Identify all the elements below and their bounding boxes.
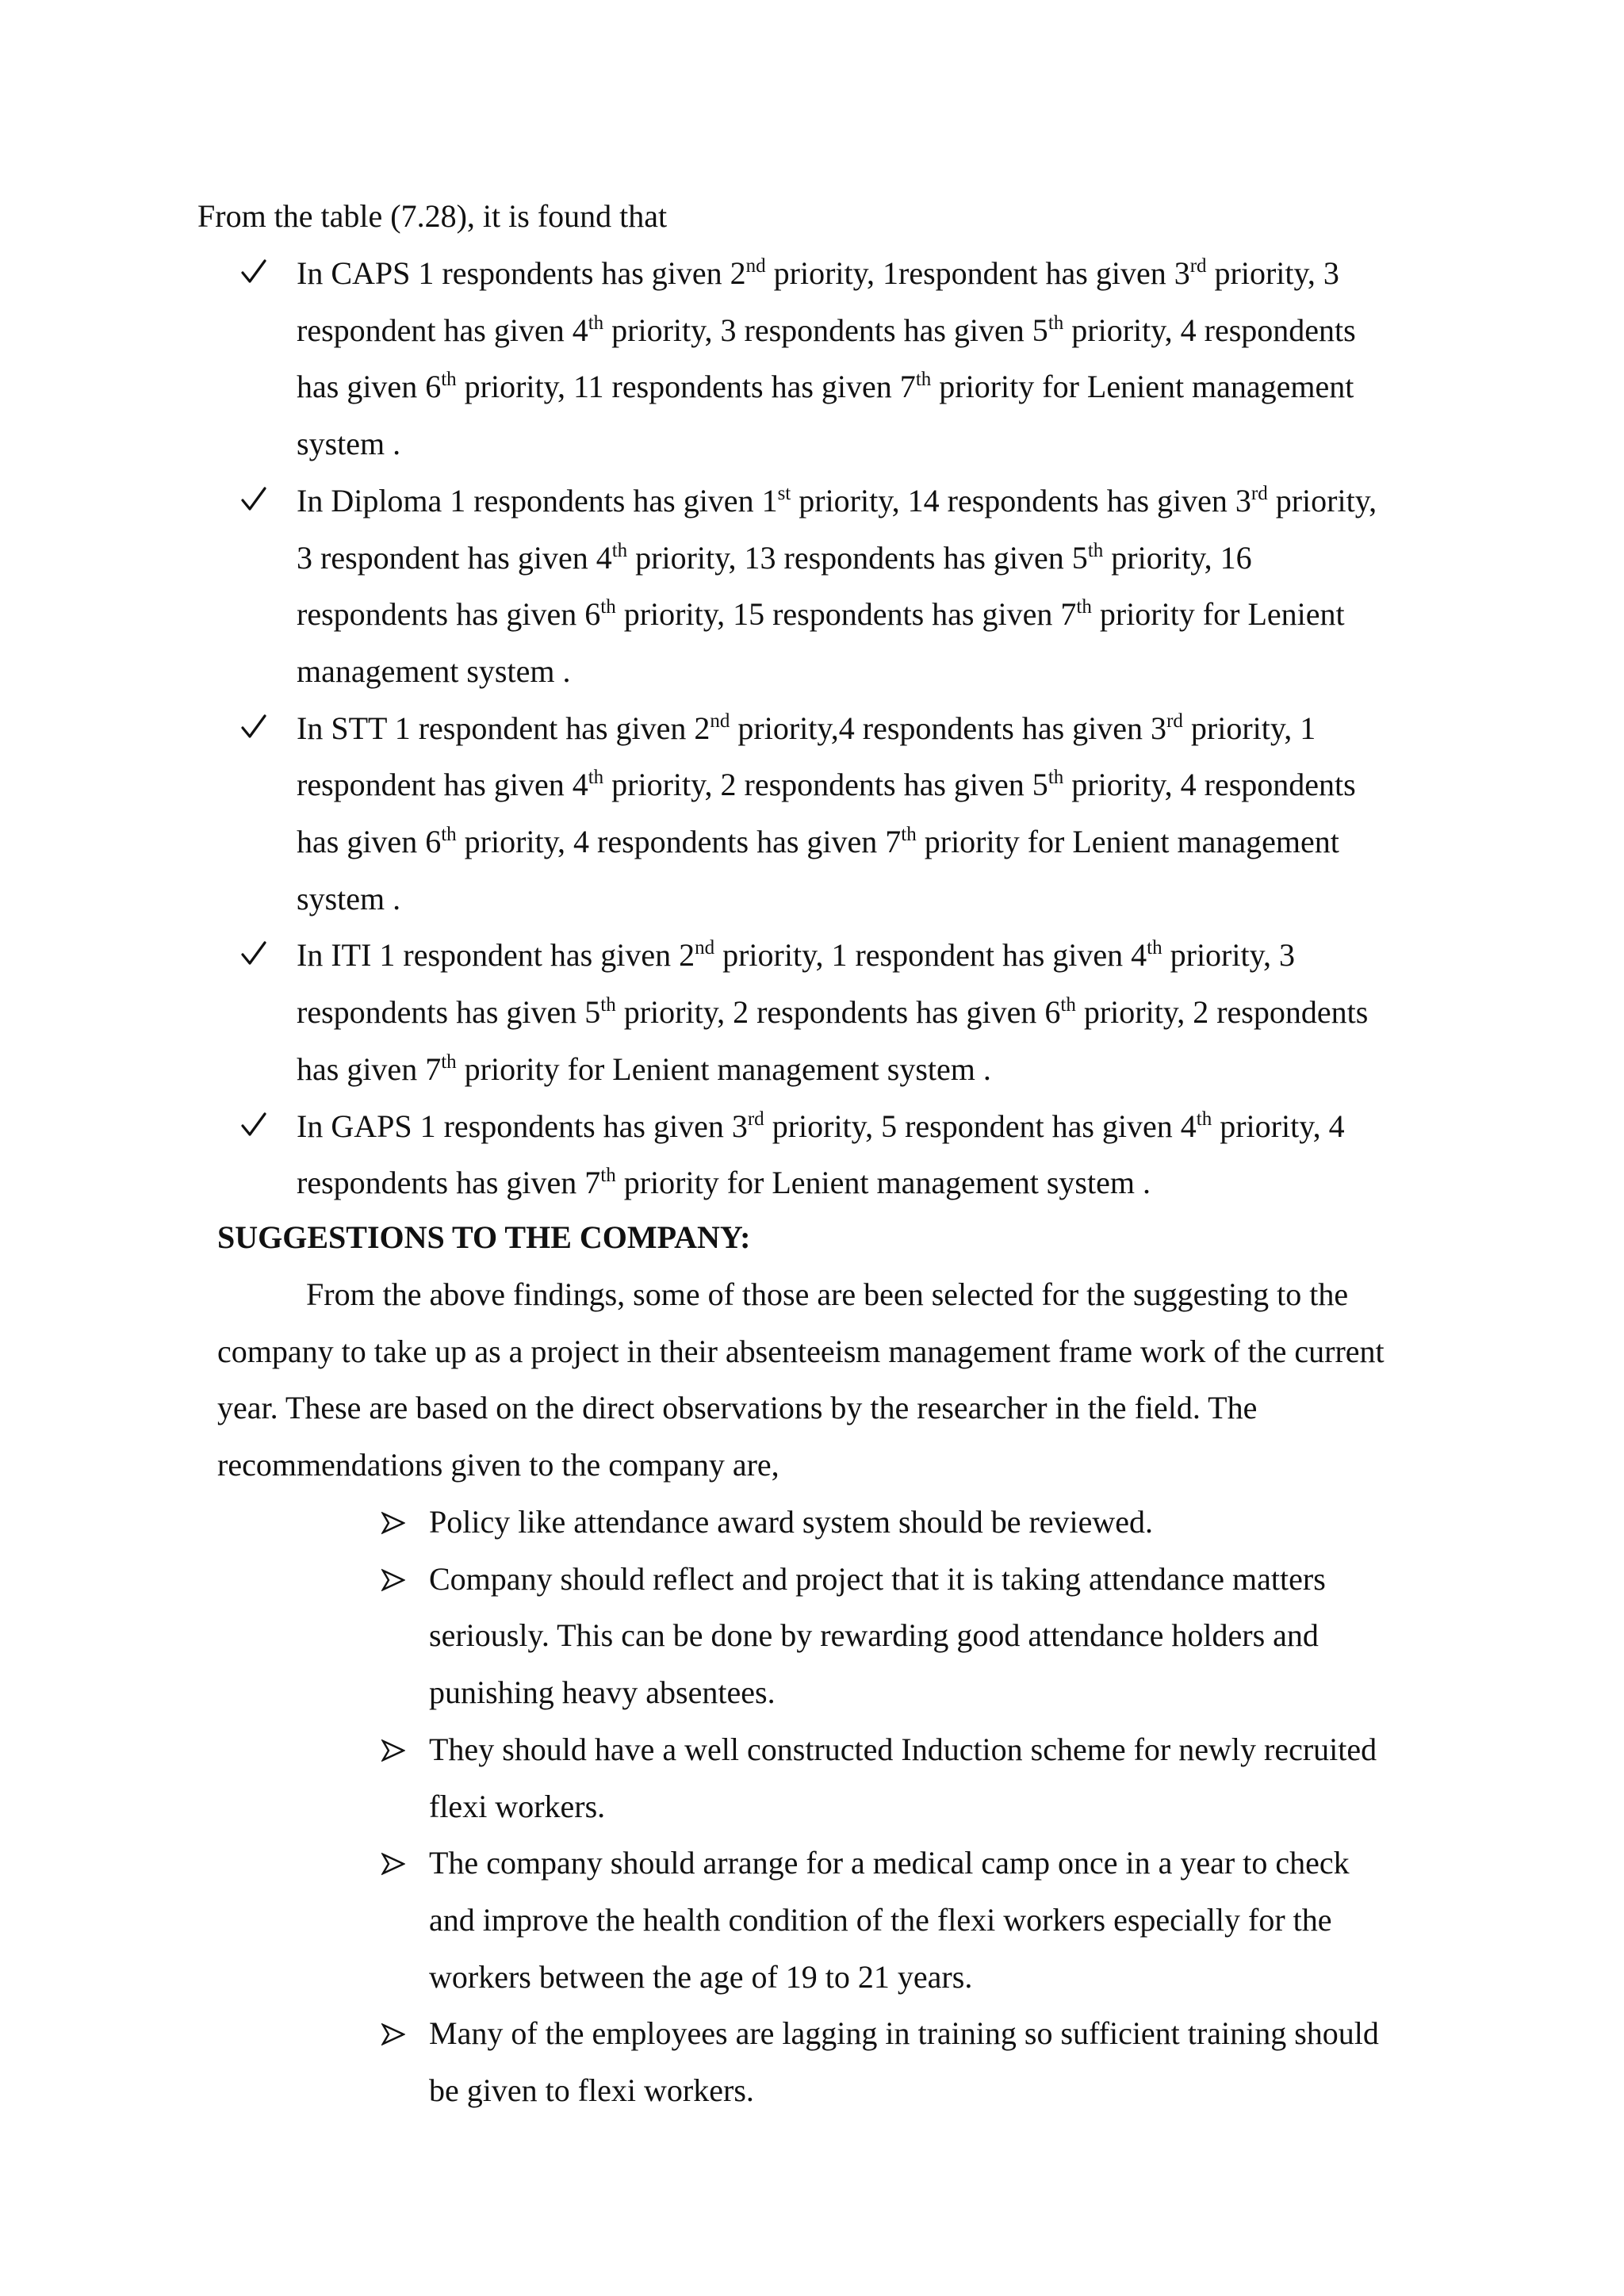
text-run: respondents has given 6 [297,596,601,633]
text-run: priority, 15 respondents has given 7 [615,596,1077,633]
text-run: priority, 4 respondents [1063,767,1356,803]
recommendation-line: and improve the health condition of the flexi workers especially for the [429,1901,1332,1938]
text-run: respondents has given 7 [297,1165,601,1201]
finding-line [297,652,571,689]
ordinal-suffix: rd [1251,482,1268,504]
recommendation-line: workers between the age of 19 to 21 years. [429,1958,973,1995]
ordinal-suffix: th [1048,767,1064,789]
checkmark-icon [240,1112,267,1138]
text-run: In CAPS 1 respondents has given 2 [297,255,746,291]
text-run: priority, 13 respondents has given 5 [627,539,1088,576]
text-run: priority, 2 respondents has given 6 [615,994,1061,1031]
ordinal-suffix: th [1147,937,1162,959]
finding-line [297,255,1339,291]
ordinal-suffix: st [777,482,791,504]
finding-line [297,428,400,460]
recommendation-line: The company should arrange for a medical camp once in a year to check [429,1845,1350,1881]
text-run: 3 respondent has given 4 [297,539,612,576]
text-run: priority for Lenient management system . [615,1165,1151,1201]
text-run: priority for Lenient management [916,824,1339,859]
text-run: priority, 14 respondents has given 3 [791,482,1251,519]
ordinal-suffix: th [915,369,932,391]
ordinal-suffix: th [441,824,457,845]
paragraph-line: recommendations given to the company are, [217,1447,779,1483]
arrowhead-bullet-icon [381,1568,405,1592]
text-run: management system . [297,652,571,689]
ordinal-suffix: th [1060,994,1076,1016]
finding-line [297,1050,991,1087]
finding-line [297,710,1316,746]
finding-line [297,1108,1345,1144]
ordinal-suffix: th [901,824,917,845]
text-run: system . [297,426,401,462]
finding-line [297,596,1345,633]
text-run: priority, 4 respondents [1063,312,1356,348]
text-run: priority for Lenient [1091,596,1345,633]
text-run: respondent has given 4 [297,767,588,803]
ordinal-suffix: th [588,767,604,789]
finding-line [297,482,1377,519]
finding-line [297,826,1339,858]
arrowhead-bullet-icon [381,1852,405,1876]
text-run: priority, 3 respondents has given 5 [603,312,1048,348]
text-run: In GAPS 1 respondents has given 3 [297,1108,748,1144]
ordinal-suffix: nd [695,937,715,959]
checkmark-icon [240,714,267,740]
finding-line [297,539,1252,576]
text-run: priority, 4 [1212,1108,1345,1144]
ordinal-suffix: rd [1189,255,1207,277]
checkmark-icon [240,940,267,967]
finding-line [297,994,1369,1031]
recommendation-line: Policy like attendance award system should be reviewed. [429,1504,1154,1540]
arrowhead-bullet-icon [381,2022,405,2046]
recommendation-line: flexi workers. [429,1788,606,1824]
ordinal-suffix: th [588,312,604,334]
text-run: has given 7 [297,1050,442,1087]
ordinal-suffix: th [600,1165,616,1187]
text-run: In ITI 1 respondent has given 2 [297,937,695,974]
text-run: priority for Lenient management [931,369,1354,405]
text-run: priority,4 respondents has given 3 [730,710,1167,746]
finding-line [297,937,1296,974]
checkmark-icon [240,486,267,513]
paragraph-line: company to take up as a project in their absenteeism management frame work of the current [217,1334,1385,1369]
finding-line [297,769,1356,801]
recommendation-line: punishing heavy absentees. [429,1674,776,1711]
text-run: In STT 1 respondent has given 2 [297,710,710,746]
text-run: system . [297,880,401,916]
text-run: priority, 1 respondent has given 4 [714,937,1147,974]
recommendation-line: Many of the employees are lagging in training so sufficient training should [429,2015,1379,2052]
arrowhead-bullet-icon [381,1739,405,1762]
text-run: priority for Lenient management system . [456,1050,991,1087]
ordinal-suffix: th [1076,596,1092,618]
suggestions-heading: SUGGESTIONS TO THE COMPANY: [217,1219,751,1255]
text-run: priority, 1respondent has given 3 [765,255,1190,291]
ordinal-suffix: th [441,1050,457,1073]
text-run: priority, 16 [1103,539,1252,576]
finding-line [297,1167,1151,1199]
text-run: In Diploma 1 respondents has given 1 [297,482,778,519]
finding-line [297,312,1356,348]
text-run: priority, 3 [1206,255,1339,291]
text-run: priority, 11 respondents has given 7 [456,369,916,405]
ordinal-suffix: rd [747,1108,764,1130]
text-run: priority, 2 respondents [1075,994,1369,1031]
finding-line [297,880,401,916]
text-run: has given 6 [297,369,442,405]
recommendation-line: Company should reflect and project that it is taking attendance matters [429,1560,1326,1597]
ordinal-suffix: nd [745,255,766,277]
ordinal-suffix: th [611,539,628,561]
recommendation-line: seriously. This can be done by rewarding good attendance holders and [429,1617,1319,1654]
paragraph-line: year. These are based on the direct observations by the researcher in the field. The [217,1390,1258,1425]
ordinal-suffix: th [1087,539,1104,561]
ordinal-suffix: th [600,596,616,618]
intro-line: From the table (7.28), it is found that [197,198,668,234]
ordinal-suffix: th [600,994,616,1016]
text-run: priority, 5 respondent has given 4 [764,1108,1197,1144]
ordinal-suffix: th [1196,1108,1212,1130]
text-run: has given 6 [297,824,442,859]
text-run: respondent has given 4 [297,312,588,348]
checkmark-icon [240,258,267,285]
finding-line [297,371,1354,403]
ordinal-suffix: th [1048,312,1064,334]
text-run: priority, 3 [1162,937,1296,974]
recommendation-line: be given to flexi workers. [429,2072,754,2108]
arrowhead-bullet-icon [381,1511,405,1535]
paragraph-line: From the above findings, some of those are been selected for the suggesting to the [306,1276,1349,1312]
text-run: respondents has given 5 [297,994,601,1031]
ordinal-suffix: rd [1166,710,1183,732]
text-run: priority, 2 respondents has given 5 [603,767,1048,803]
ordinal-suffix: nd [710,710,730,732]
text-run: priority, 1 [1182,710,1316,746]
ordinal-suffix: th [441,369,457,391]
recommendation-line: They should have a well constructed Induction scheme for newly recruited [429,1731,1377,1767]
text-run: priority, 4 respondents has given 7 [456,824,902,859]
text-run: priority, [1267,482,1377,519]
